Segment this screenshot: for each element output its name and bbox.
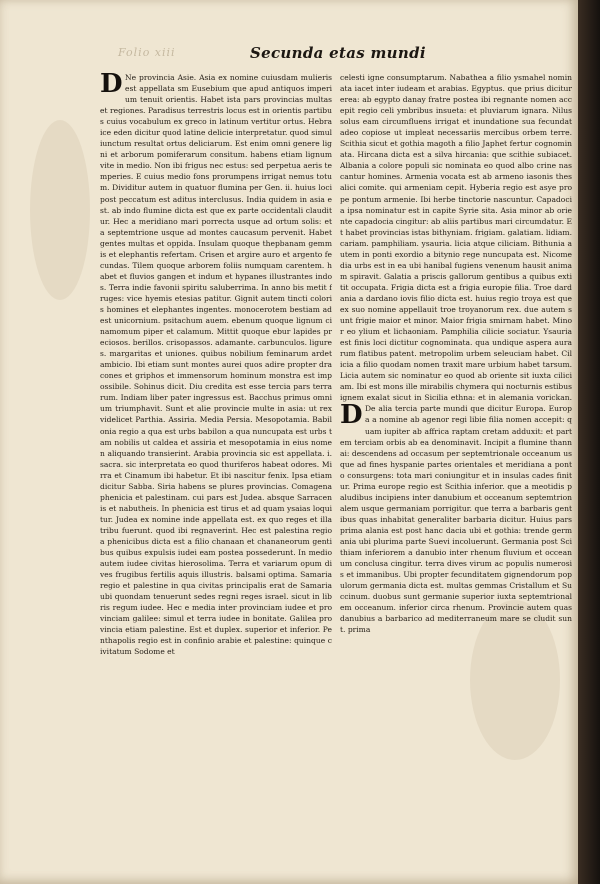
right-text-column (340, 72, 572, 772)
paragraph: Bithunia autem in ponti exordio a bitynio rege nuncupata est. Nicomedia urbs est in ea ubi hanibal fugiens venenum hausit animam spiravit. (340, 238, 572, 281)
paragraph: Terra indie favonii spiritu saluberrima. In anno bis metit fruges: vice hyemis etesias patitur. Gignit autem tincti coloris homines et elephantes ingentes. monocerotem bestiam ad est unicornium. psitachum auem. ebenum quoque lignum cinamomum piper et calamum. Mittit quoque ebur lapides preciosos. berillos. crisopassos. adamante. carbunculos. ligures. margaritas et uniones. quibus nobilium feminarum ardet ambicio. Ibi etiam sunt montes aurei quos adire propter dracones et griphos et immensorum hominum monstra est impossibile. (100, 282, 332, 392)
left-text-column (100, 72, 332, 842)
paragraph: Arabia provincia sic est appellata. i. sacra. sic interpretata eo quod thuriferos habeat odores. Mirra et Cinamum ibi habetur. Et ibi nascitur fenix. Ipsa etiam dicitur Sabba. Siria habens se plures provincias. Comagena phenicia et palestinam. cui pars est Judea. absque Sarracenis et nabutheis. In phenicia est tirus et ad quam ysaias loquitur. (100, 448, 332, 524)
book-spine (578, 0, 600, 884)
paragraph: Capadocia ipsa nominatur est in capite Syrie sita. Asia minor ab oriente capadocia cingitur: ab aliis partibus mari circumdatur. Et habet provincias istas bithyniam. frigiam. galatiam. lidiam. cariam. pamphiliam. ysauria. licia atque ciliciam. (340, 194, 572, 248)
paragraph: Egyptus. que prius dicitur erea: ab egypto danay fratre postea ibi regnante nomen accepit regio celi ymbribus insueta: et pluviarum ignara. Nilus solus eam circumfluens irrigat et inundatione sua fecundat adeo copiose ut impleat necessariis mercibus orbem terre. (340, 84, 572, 138)
paragraph: Cilicia a filio quodam nomen traxit mare urbium habet tarsum. Licia autem sic nominatur eo quod ab oriente sit iuxta ciliciam. Ibi est mons ille mirabilis chymera qui nocturnis estibus ignem exalat sicut in Sicilia ethna: et in alemania vorickan. (340, 349, 572, 403)
paragraph: Samaria regio et palestine in qua civitas principalis erat de Samaria ubi quondam tenuerunt sedes regni reges israel. sicut in libris regum iudee. Hec e media inter provinciam iudee et provinciam galilee: simul et terra iudee in bonitate. Galilea provincia etiam palestine. Est et duplex. superior et inferior. (100, 570, 332, 635)
paragraph: celesti igne consumptarum. Nabathea a filio ysmahel nominata iacet inter iudeam et arabias. (340, 73, 572, 94)
paragraph: Europa a nomine ab agenor regi libie filia nomen accepit: quam iupiter ab affrica raptam cretam adduxit: et partem terciam orbis ab ea denominavit. Incipit a flumine thannai: descendens ad occasum per septemtrionale occeanum usque ad fines hyspanie partes orientales et meridiana a ponto consurgens: tota mari coniungitur et in insulas cades finitur. (340, 404, 572, 491)
paragraph: Galatia a priscis gallorum gentibus a quibus extitit occupata. Frigia dicta est a frigia europie filia. Troe dardania a dardano iovis filio dicta est. huius regio troya est que ex suo nomine appellauit troe troyanorum rex. due autem sunt frigie maior et minor. Maior frigia smirnam habet. Minor eo ylium et lichaoniam. (340, 271, 572, 337)
decorated-initial: D (100, 72, 123, 99)
paragraph: Scithia sicut et gothia magoth a filio Japhet fertur cognominata. Hircana dicta est a silva hircania: que scithie subiacet. Albania a colore populi sic nominata eo quod albo crine nascantur homines. Armenia vocata est ab armeno iasonis thesalici comite. qui armeniam cepit. Hyberia regio est asye prope pontum armenie. Ibi herbe tinctorie nascuntur. (340, 139, 572, 204)
paragraph: Huius pars prima alania est post hanc dacia ubi et gothia: trende germania ubi plurima parte Suevi incoluerunt. Germania post Scithiam inferiorem a danubio inter rhenum fluvium et occeanum conclusa cingitur. terra dives virum ac populis numerosis et immanibus. Ubi propter fecunditatem gignendorum populorum germania dicta est. multas gemmas Cristallum et Succinum. duobus sunt germanie superior iuxta septemtrionalem occeanum. inferior circa rhenum. (340, 514, 572, 613)
ghost-folio-number: Folio xiii (118, 46, 176, 59)
paper-stain (30, 120, 90, 300)
paragraph: Pamphilia cilicie sociatur. Ysauria est finis loci dictitur cognominata. qua undique aspera aurarum flatibus patent. metropolim urbem seleuciam habet. (340, 327, 572, 359)
paragraph: India quidem in asia est. ab indo flumine dicta est que ex parte occidentali clauditur. Hec a meridiano mari porrecta usque ad ortum solis: et a septemtrione usque ad montes caucasum pervenit. Habet gentes multas et oppida. Insulam quoque thepbanam gemmis et elephantis refertam. Crisen et argire auro et argento fecundas. Tilem quoque arborem foliis numquam carentem. habet et fluvios gangen et indum et hypanes illustrantes indos. (100, 194, 332, 292)
paragraph: Prima europe regio est Scithia inferior. que a meotidis paludibus incipiens inter danubium et occeanum septemtrionalem usque germaniam porrigitur. que terra a barbaris gentibus quas inhabitat generaliter barbaria dicitur. (340, 481, 572, 524)
paragraph: Ne provincia Asie. Asia ex nomine cuiusdam mulieris est appellata sm Eusebium que apud antiquos imperium tenuit orientis. Habet ista pars provincias multas et regiones. (100, 73, 332, 116)
paragraph: Paradisus terrestris locus est in orientis partibus cuius vocabulum ex greco in latinum vertitur ortus. Hebraice eden dicitur quod latine delicie interpretatur. quod simul iunctum resultat ortus deliciarum. Est enim omni genere ligni et arborum pomiferarum consitum. habens etiam lignum vite in medio. Non ibi frigus nec estus: sed perpetua aeris temperies. E cuius medio fons prorumpens irrigat nemus totum. Dividitur autem in quatuor flumina per Gen. ii. huius loci post peccatum est aditus interclusus. (100, 106, 332, 204)
paragraph: Provincie autem quas danubius a barbarico ad mediterraneum mare se cludit sunt. prima (340, 603, 572, 635)
decorated-initial: D (340, 400, 363, 431)
paragraph: Sohinus dicit. Diu credita est esse tercia pars terrarum. Indiam liber pater ingressus est. Bacchus primus omnium triumphavit. Sunt et alie provincie multe in asia: ut rex videlicet Parthia. Assiria. Media Persia. Mesopotamia. Babilonia regio a qua est urbs babilon a qua nuncupata est urbs tam nobilis ut caldea et assiria et mesopotamia in eius nomen aliquando transierint. (100, 382, 332, 458)
section-heading: De alia tercia parte mundi que dicitur Europa. (365, 404, 549, 414)
paragraph: Penthapolis regio est in confinio arabie et palestine: quinque civitatum Sodome et (100, 625, 332, 657)
running-head: Secunda etas mundi (250, 44, 426, 62)
paragraph: Judea ex nomine inde appellata est. ex quo reges et illa tribu fuerunt. quod ibi regnaverint. Hec est palestina regio a phenicibus dicta est a filio chanaan et chananeorum gentibus quibus expulsis iudei eam postea possederunt. In medio autem iudee civitas hierosolima. Terra et variarum opum dives frugibus fertilis aquis illustris. balsami optima. (100, 514, 332, 580)
